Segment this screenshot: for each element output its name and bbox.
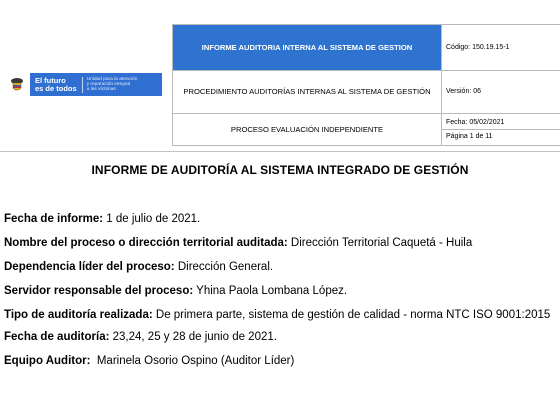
field-label: Fecha de informe: xyxy=(4,213,104,225)
procedure-name: PROCEDIMIENTO AUDITORÍAS INTERNAS AL SISTEMA DE GESTIÓN xyxy=(173,70,442,113)
report-title-bar: INFORME AUDITORIA INTERNA AL SISTEMA DE GESTION xyxy=(173,25,442,71)
field-audit-team xyxy=(4,354,556,368)
document-title: INFORME DE AUDITORÍA AL SISTEMA INTEGRADO DE GESTIÓN xyxy=(91,163,469,177)
field-value: 23,24, 25 y 28 de junio de 2021. xyxy=(109,331,277,343)
field-value: Dirección Territorial Caquetá - Huila xyxy=(287,237,473,249)
logo-cell xyxy=(0,24,172,146)
field-value: De primera parte, sistema de gestión de calidad - norma NTC ISO 9001:2015 xyxy=(152,309,551,321)
field-value: Dirección General. xyxy=(174,261,274,273)
field-value: Yhina Paola Lombana López. xyxy=(193,285,348,297)
field-label: Dependencia líder del proceso: xyxy=(4,261,175,273)
organization-logo xyxy=(4,73,162,96)
header-divider xyxy=(0,151,560,152)
process-name: PROCESO EVALUACIÓN INDEPENDIENTE xyxy=(173,114,442,146)
coat-of-arms-icon xyxy=(4,73,30,96)
field-label: Servidor responsable del proceso: xyxy=(4,285,194,297)
logo-text-sub: Unidad para la atención y reparación integral a las víctimas xyxy=(86,76,138,93)
field-lead-dependency xyxy=(4,260,556,274)
field-value: 1 de julio de 2021. xyxy=(103,213,201,225)
field-label: Tipo de auditoría realizada: xyxy=(4,309,153,321)
date-page-cell xyxy=(442,114,560,146)
page-number: Página 1 de 11 xyxy=(446,133,493,141)
document-version: Versión: 06 xyxy=(442,70,560,113)
field-responsible-servant xyxy=(4,284,556,298)
document-date: Fecha: 05/02/2021 xyxy=(442,116,560,130)
field-report-date xyxy=(4,212,556,226)
field-label: Fecha de auditoría: xyxy=(4,331,110,343)
logo-text-main: El futuro es de todos xyxy=(35,75,77,93)
document-code: Código: 150.19.15-1 xyxy=(442,25,560,71)
field-label: Equipo Auditor: xyxy=(4,355,91,367)
field-audited-process xyxy=(4,236,556,250)
header-table xyxy=(172,24,560,146)
field-audit-date xyxy=(4,330,556,344)
field-audit-type xyxy=(4,308,556,322)
document-header xyxy=(0,24,560,146)
field-value: Marinela Osorio Ospino (Auditor Líder) xyxy=(90,355,295,367)
report-fields xyxy=(4,212,556,378)
field-label: Nombre del proceso o dirección territorial auditada: xyxy=(4,237,288,249)
